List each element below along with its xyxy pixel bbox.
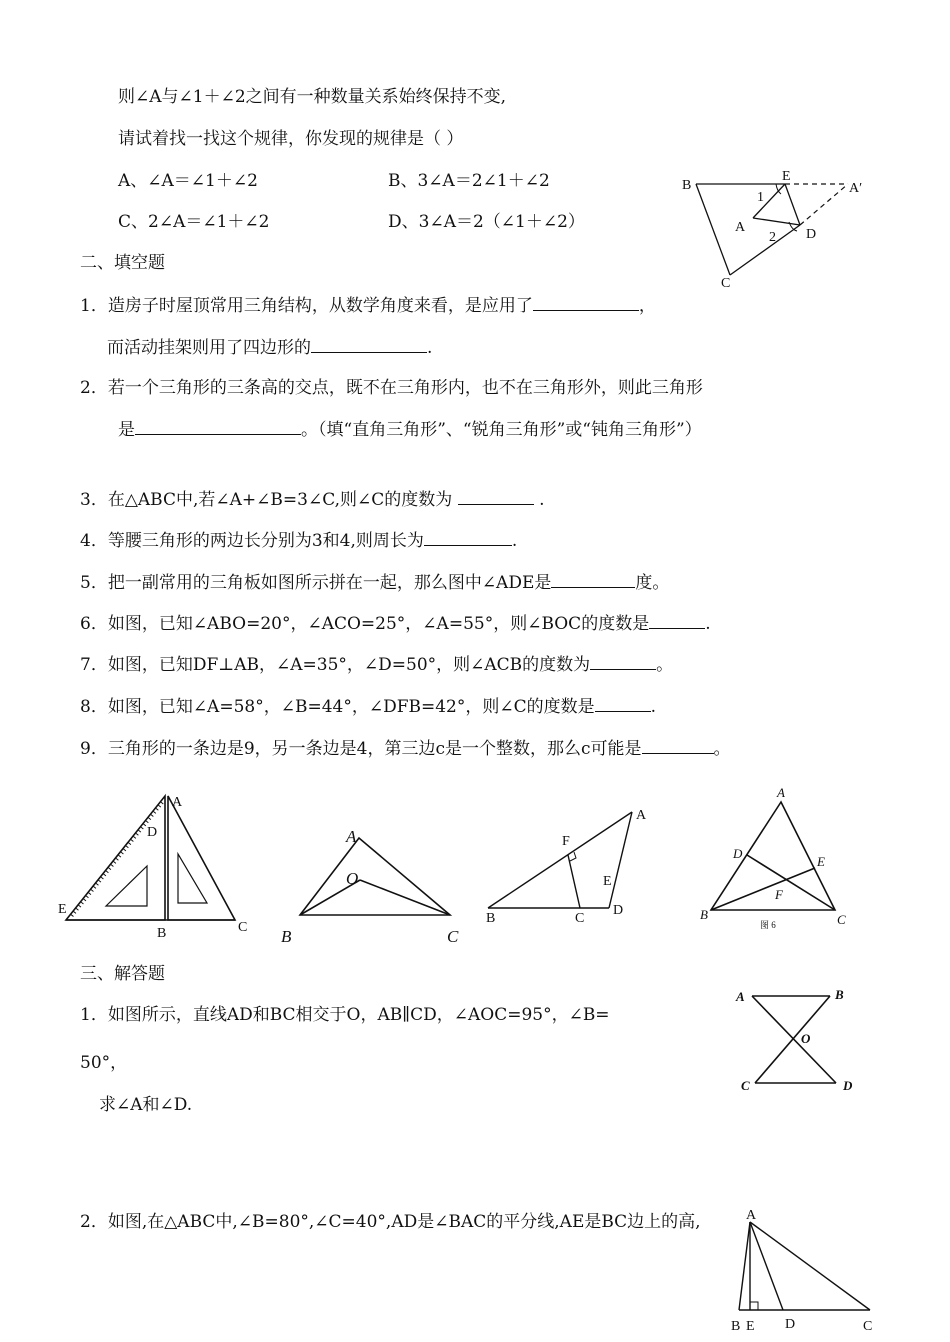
label-A: A	[746, 1208, 757, 1223]
question-3-1-line-2: 50°，	[80, 1053, 128, 1073]
label-B: B	[281, 927, 292, 946]
option-c: C、2∠A＝∠1＋∠2	[118, 212, 270, 232]
label-O: O	[801, 1031, 811, 1046]
segment-ED	[785, 184, 800, 225]
segment-AC	[750, 1222, 870, 1310]
segment-BC	[696, 184, 730, 275]
label-B: B	[157, 926, 167, 941]
label-C: C	[863, 1319, 873, 1334]
label-B: B	[700, 907, 708, 922]
label-B: B	[835, 987, 844, 1002]
intro-line-2: 请试着找一找这个规律，你发现的规律是（ ）	[118, 129, 464, 149]
label-A: A	[735, 220, 746, 235]
question-2-4-end: .	[511, 531, 518, 551]
set-square-scale	[72, 802, 163, 916]
segment-AD	[752, 996, 836, 1083]
question-3-1-line-3: 求∠A和∠D.	[99, 1095, 193, 1115]
question-2-1	[80, 294, 656, 317]
option-b: B、3∠A＝2∠1＋∠2	[388, 171, 550, 191]
answer-blank	[311, 336, 427, 353]
question-2-3-end: .	[539, 490, 545, 510]
question-2-9	[80, 737, 731, 760]
label-B: B	[731, 1319, 741, 1334]
question-2-1-text-2: 而活动挂架则用了四边形的	[107, 338, 311, 358]
figure-perpendicular-df	[480, 800, 660, 930]
label-F: F	[562, 834, 570, 849]
question-2-7-end: 。	[656, 655, 674, 675]
answer-blank	[595, 695, 651, 712]
segment-FC	[568, 855, 580, 908]
question-2-1-end-2: .	[427, 338, 433, 358]
segment-AB	[739, 1222, 750, 1310]
question-3-1-line-1: 1．如图所示，直线AD和BC相交于O，AB∥CD，∠AOC=95°，∠B=	[80, 1005, 610, 1025]
answer-blank	[135, 418, 301, 435]
figure-set-squares	[55, 790, 255, 940]
answer-blank	[424, 529, 512, 546]
question-2-5-end: 度。	[635, 573, 670, 593]
question-2-6	[80, 612, 711, 635]
answer-blank	[590, 653, 656, 670]
segment-BE	[711, 868, 815, 910]
question-2-8-text: 8．如图，已知∠A=58°，∠B=44°，∠DFB=42°，则∠C的度数是	[80, 697, 595, 717]
segment-OC	[360, 880, 450, 915]
figure-caption: 图 6	[760, 920, 776, 930]
label-E: E	[817, 854, 825, 869]
question-2-5-text: 5．把一副常用的三角板如图所示拼在一起，那么图中∠ADE是	[80, 573, 552, 593]
question-2-4	[80, 529, 517, 552]
label-1: 1	[757, 190, 764, 205]
right-angle-mark	[750, 1302, 758, 1310]
figure-triangle-def	[690, 780, 860, 940]
question-2-9-end: 。	[713, 739, 731, 759]
label-O: O	[346, 869, 359, 888]
label-D: D	[613, 903, 624, 918]
question-2-2-line-1: 2．若一个三角形的三条高的交点，既不在三角形内，也不在三角形外，则此三角形	[80, 378, 703, 398]
triangle-ABC	[300, 838, 450, 915]
intro-line-1: 则∠A与∠1＋∠2之间有一种数量关系始终保持不变,	[118, 87, 507, 107]
label-D: D	[147, 825, 158, 840]
segment-AD	[750, 1222, 783, 1310]
option-a: A、∠A＝∠1＋∠2	[118, 171, 258, 191]
label-C: C	[447, 927, 459, 946]
question-2-6-end: .	[705, 614, 711, 634]
question-2-9-text: 9．三角形的一条边是9，另一条边是4，第三边c是一个整数，那么c可能是	[80, 739, 642, 759]
section-3-heading: 三、解答题	[80, 964, 165, 984]
label-E: E	[603, 874, 612, 889]
label-D: D	[843, 1078, 853, 1093]
figure-folded-triangle	[670, 160, 870, 295]
label-A-prime: A′	[849, 181, 863, 196]
label-C: C	[238, 920, 248, 935]
label-B: B	[486, 911, 496, 926]
label-E: E	[782, 169, 791, 184]
question-2-8	[80, 695, 656, 718]
label-D: D	[785, 1317, 796, 1332]
answer-blank	[649, 612, 705, 629]
section-2-heading: 二、填空题	[80, 253, 165, 273]
question-2-1-end: ，	[638, 296, 656, 316]
answer-blank	[551, 571, 635, 588]
label-A: A	[172, 795, 183, 810]
large-set-square	[66, 796, 165, 920]
label-A: A	[777, 785, 785, 800]
inner-cutout-left	[106, 866, 147, 906]
figure-parallel-crossing	[730, 985, 865, 1095]
label-A: A	[636, 808, 647, 823]
label-A: A	[346, 827, 357, 846]
label-E: E	[58, 902, 67, 917]
segment-AD	[609, 812, 632, 908]
label-A: A	[736, 989, 745, 1004]
segment-BA	[488, 812, 632, 908]
option-d: D、3∠A＝2（∠1＋∠2）	[388, 212, 585, 232]
question-2-3-text: 3．在△ABC中,若∠A+∠B=3∠C,则∠C的度数为	[80, 490, 453, 510]
figure-triangle-point-o	[275, 820, 475, 950]
label-E: E	[746, 1319, 755, 1334]
question-2-7-text: 7．如图，已知DF⊥AB，∠A=35°，∠D=50°，则∠ACB的度数为	[80, 655, 591, 675]
question-2-3	[80, 488, 544, 511]
question-2-1-line-2	[107, 336, 432, 359]
question-2-8-end: .	[650, 697, 657, 717]
label-D: D	[733, 846, 743, 861]
question-2-5	[80, 571, 669, 594]
question-3-2: 2．如图,在△ABC中,∠B=80°,∠C=40°,AD是∠BAC的平分线,AE是BC边上的高,	[80, 1212, 701, 1232]
label-2: 2	[769, 230, 776, 245]
answer-blank	[458, 488, 534, 505]
answer-blank	[533, 294, 639, 311]
label-B: B	[682, 178, 692, 193]
segment-AD	[753, 218, 800, 225]
question-2-2-end: 。（填“直角三角形”、“锐角三角形”或“钝角三角形”）	[301, 420, 702, 440]
label-C: C	[837, 912, 846, 927]
label-F: F	[775, 887, 783, 902]
answer-blank	[642, 737, 714, 754]
segment-DA-prime-dashed	[800, 184, 848, 225]
question-2-7	[80, 653, 673, 676]
label-D: D	[806, 227, 817, 242]
label-C: C	[721, 276, 731, 291]
segment-BC	[755, 996, 830, 1083]
label-C: C	[575, 911, 585, 926]
question-2-6-text: 6．如图，已知∠ABO=20°，∠ACO=25°，∠A=55°，则∠BOC的度数是	[80, 614, 650, 634]
figure-altitude-bisector	[725, 1200, 885, 1342]
question-2-2-text: 是	[118, 420, 135, 440]
label-C: C	[741, 1078, 750, 1093]
question-2-4-text: 4．等腰三角形的两边长分别为3和4,则周长为	[80, 531, 424, 551]
question-2-1-text: 1．造房子时屋顶常用三角结构，从数学角度来看，是应用了	[80, 296, 533, 316]
question-2-2-line-2	[118, 418, 702, 441]
